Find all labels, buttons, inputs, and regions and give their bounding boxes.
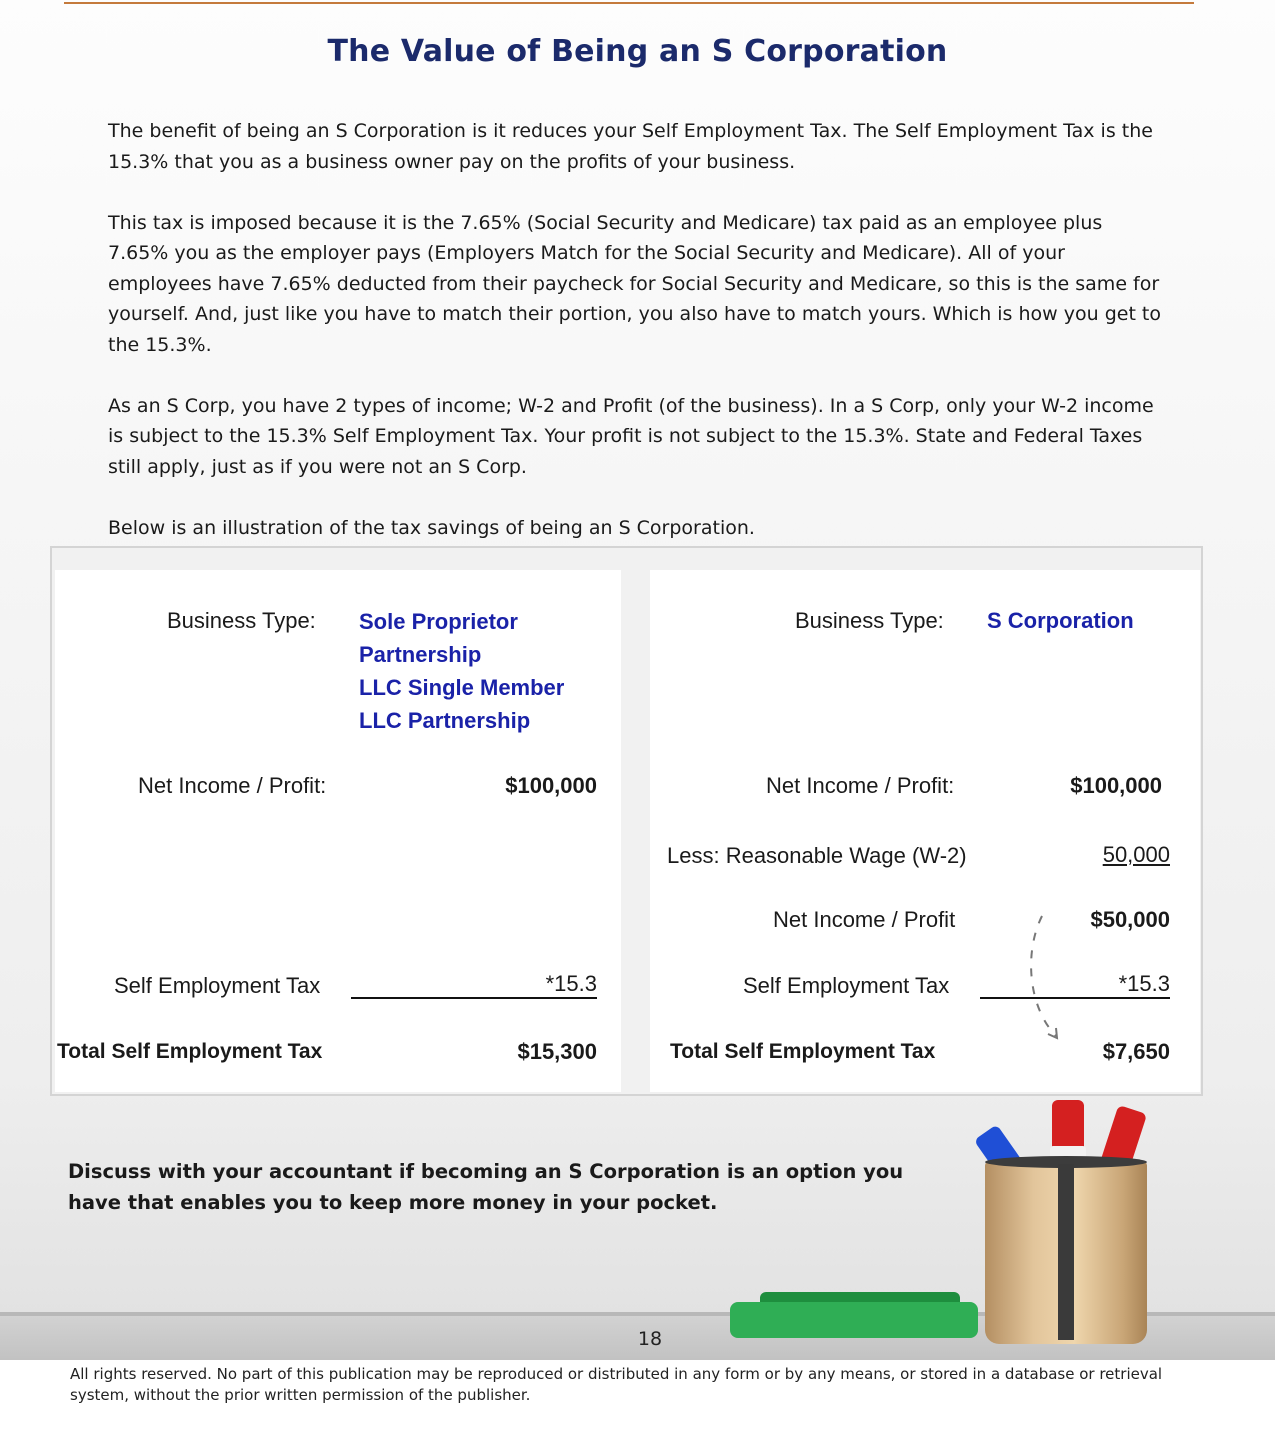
net-income-label: Net Income / Profit: [138,773,327,798]
page-title: The Value of Being an S Corporation [327,34,948,69]
total-se-tax-label: Total Self Employment Tax [670,1040,936,1063]
business-type-item: LLC Partnership [359,708,531,733]
intro-paragraph-3: As an S Corp, you have 2 types of income; W-2 and Profit (of the business). In a S Corp, only your W-2 income is subject to the 15.3% Self Employment Tax. Your profit is not subject to the 15.3%. State and Federal Taxes still apply, just as if you were not an S Corp. [108,394,1154,478]
total-se-tax-value: $15,300 [517,1039,597,1064]
business-type-item: Sole Proprietor [359,609,518,634]
se-tax-rate: *15.3 [545,971,597,996]
business-type-item: LLC Single Member [359,675,565,700]
reasonable-wage-value: 50,000 [1102,842,1170,867]
intro-paragraph-1: The benefit of being an S Corporation is it reduces your Self Employment Tax. The Self Employment Tax is the 15.3% that you as a business owner pay on the profits of your business. [108,120,1153,173]
intro-paragraph-2: This tax is imposed because it is the 7.65% (Social Security and Medicare) tax paid as an employee plus 7.65% you as the employer pays (Employers Match for the Social Security and Medicare). All of your employees have 7.65% deducted from their paycheck for Social Security and Medicare, so this is the same for yourself. And, just like you have to match their portion, you also have to match yours. Which is how you get to the 15.3%. [108,211,1162,356]
business-type-list [359,605,564,737]
se-tax-label: Self Employment Tax [743,973,950,998]
dashed-arrow-icon [1020,912,1070,1047]
total-se-tax-value: $7,650 [1102,1039,1170,1064]
intro-text [108,116,1168,574]
copyright-footer: All rights reserved. No part of this publication may be reproduced or distributed in any form or by any means, or stored in a database or retrieval system, without the prior written permission of the publisher. [70,1365,1163,1404]
reasonable-wage-label: Less: Reasonable Wage (W-2) [667,843,967,868]
top-rule [64,2,1194,4]
se-tax-rule [351,997,597,999]
business-type-label: Business Type: [167,608,316,633]
closing-text: Discuss with your accountant if becoming an S Corporation is an option you have that enables you to keep more money in your pocket. [68,1160,904,1214]
s-corporation-panel [650,570,1200,1092]
intro-paragraph-4: Below is an illustration of the tax savings of being an S Corporation. [108,516,755,539]
page-number: 18 [637,1328,663,1350]
se-tax-rate: *15.3 [1118,971,1170,996]
total-se-tax-label: Total Self Employment Tax [57,1040,323,1063]
net-income-value: $100,000 [505,773,597,798]
net-profit-label: Net Income / Profit [773,907,956,932]
business-type-s-corp: S Corporation [987,608,1134,633]
cup-band [1058,1164,1074,1340]
net-income-value: $100,000 [1070,773,1162,798]
net-profit-value: $50,000 [1090,907,1170,932]
se-tax-rule [980,997,1170,999]
net-income-label: Net Income / Profit: [766,773,955,798]
sole-proprietor-panel [55,570,621,1092]
business-type-item: Partnership [359,642,482,667]
se-tax-label: Self Employment Tax [114,973,321,998]
business-type-label: Business Type: [795,608,944,633]
